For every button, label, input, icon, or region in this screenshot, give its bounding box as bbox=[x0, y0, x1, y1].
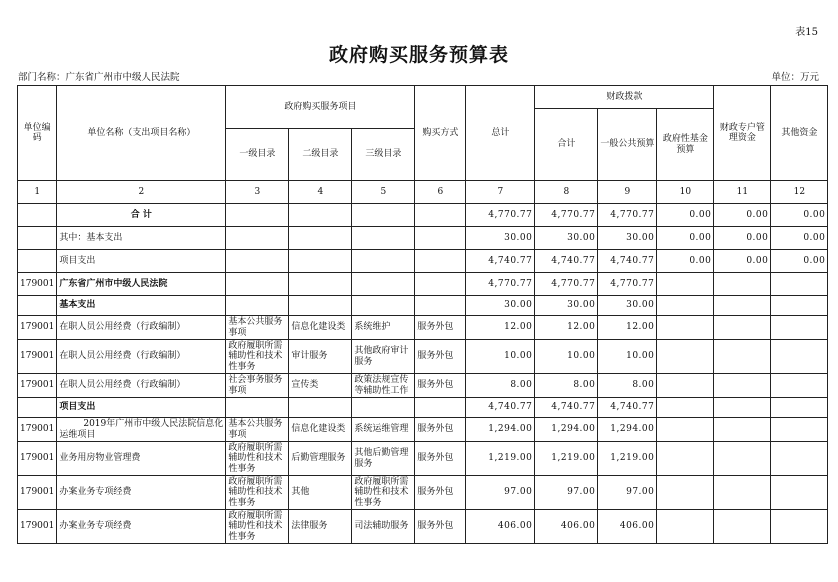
cell-special: 0.00 bbox=[714, 204, 771, 227]
cell-general: 4,740.77 bbox=[598, 250, 657, 273]
cell-general: 8.00 bbox=[598, 374, 657, 398]
row-name: 项目支出 bbox=[57, 398, 226, 418]
row-code: 179001 bbox=[18, 340, 57, 374]
cell-subtotal: 4,740.77 bbox=[535, 398, 598, 418]
row-code: 179001 bbox=[18, 273, 57, 296]
row-name: 基本支出 bbox=[57, 296, 226, 316]
col-general-header: 一般公共预算 bbox=[598, 109, 657, 181]
col-total-header: 总计 bbox=[466, 86, 535, 181]
cell-method: 服务外包 bbox=[415, 374, 466, 398]
col-lvl3-header: 三级目录 bbox=[352, 129, 415, 181]
cell-lvl2: 信息化建设类 bbox=[289, 418, 352, 442]
row-name: 在职人员公用经费（行政编制） bbox=[57, 340, 226, 374]
column-number-row bbox=[18, 181, 828, 204]
page-title: 政府购买服务预算表 bbox=[328, 44, 509, 66]
col-num: 7 bbox=[466, 181, 535, 204]
cell-lvl3: 系统运维管理 bbox=[352, 418, 415, 442]
col-other-header: 其他资金 bbox=[771, 86, 828, 181]
row-code: 179001 bbox=[18, 442, 57, 476]
col-method-header: 购买方式 bbox=[415, 86, 466, 181]
row-name: 在职人员公用经费（行政编制） bbox=[57, 316, 226, 340]
cell-general: 10.00 bbox=[598, 340, 657, 374]
budget-table bbox=[17, 85, 828, 544]
cell-total: 1,219.00 bbox=[466, 442, 535, 476]
table-row bbox=[18, 340, 828, 374]
cell-general: 4,770.77 bbox=[598, 204, 657, 227]
cell-subtotal: 4,770.77 bbox=[535, 204, 598, 227]
table-row bbox=[18, 227, 828, 250]
table-row bbox=[18, 398, 828, 418]
cell-subtotal: 4,740.77 bbox=[535, 250, 598, 273]
cell-general: 1,219.00 bbox=[598, 442, 657, 476]
cell-lvl1: 政府履职所需辅助性和技术性事务 bbox=[226, 340, 289, 374]
cell-subtotal: 10.00 bbox=[535, 340, 598, 374]
cell-lvl2: 后勤管理服务 bbox=[289, 442, 352, 476]
cell-total: 10.00 bbox=[466, 340, 535, 374]
cell-subtotal: 97.00 bbox=[535, 476, 598, 510]
cell-general: 4,740.77 bbox=[598, 398, 657, 418]
col-num: 6 bbox=[415, 181, 466, 204]
cell-total: 1,294.00 bbox=[466, 418, 535, 442]
cell-method: 服务外包 bbox=[415, 340, 466, 374]
cell-method: 服务外包 bbox=[415, 476, 466, 510]
col-lvl2-header: 二级目录 bbox=[289, 129, 352, 181]
unit-label: 单位：万元 bbox=[771, 72, 819, 83]
cell-lvl3: 其他政府审计服务 bbox=[352, 340, 415, 374]
cell-other: 0.00 bbox=[771, 204, 828, 227]
col-num: 3 bbox=[226, 181, 289, 204]
cell-special: 0.00 bbox=[714, 250, 771, 273]
table-row bbox=[18, 316, 828, 340]
cell-fund: 0.00 bbox=[657, 250, 714, 273]
cell-total: 406.00 bbox=[466, 510, 535, 544]
cell-lvl2: 其他 bbox=[289, 476, 352, 510]
cell-lvl1: 政府履职所需辅助性和技术性事务 bbox=[226, 442, 289, 476]
cell-method: 服务外包 bbox=[415, 418, 466, 442]
table-row bbox=[18, 250, 828, 273]
table-row bbox=[18, 273, 828, 296]
cell-subtotal: 12.00 bbox=[535, 316, 598, 340]
cell-lvl2: 信息化建设类 bbox=[289, 316, 352, 340]
col-num: 9 bbox=[598, 181, 657, 204]
row-code: 179001 bbox=[18, 374, 57, 398]
row-code: 179001 bbox=[18, 418, 57, 442]
table-row bbox=[18, 418, 828, 442]
col-num: 1 bbox=[18, 181, 57, 204]
row-name: 办案业务专项经费 bbox=[57, 510, 226, 544]
cell-lvl2: 法律服务 bbox=[289, 510, 352, 544]
cell-subtotal: 30.00 bbox=[535, 227, 598, 250]
cell-lvl1: 基本公共服务事项 bbox=[226, 316, 289, 340]
cell-lvl2: 审计服务 bbox=[289, 340, 352, 374]
cell-fund: 0.00 bbox=[657, 227, 714, 250]
cell-method: 服务外包 bbox=[415, 510, 466, 544]
row-name: 办案业务专项经费 bbox=[57, 476, 226, 510]
cell-general: 12.00 bbox=[598, 316, 657, 340]
cell-lvl1: 政府履职所需辅助性和技术性事务 bbox=[226, 476, 289, 510]
table-row bbox=[18, 374, 828, 398]
row-name: 合 计 bbox=[57, 204, 226, 227]
col-special-header: 财政专户管理资金 bbox=[714, 86, 771, 181]
cell-lvl1: 社会事务服务事项 bbox=[226, 374, 289, 398]
row-name: 业务用房物业管理费 bbox=[57, 442, 226, 476]
cell-total: 97.00 bbox=[466, 476, 535, 510]
cell-lvl3: 政策法规宣传等辅助性工作 bbox=[352, 374, 415, 398]
cell-lvl3: 政府履职所需辅助性和技术性事务 bbox=[352, 476, 415, 510]
col-num: 4 bbox=[289, 181, 352, 204]
cell-subtotal: 406.00 bbox=[535, 510, 598, 544]
table-row bbox=[18, 296, 828, 316]
cell-total: 30.00 bbox=[466, 227, 535, 250]
row-name: 广东省广州市中级人民法院 bbox=[57, 273, 226, 296]
cell-other: 0.00 bbox=[771, 250, 828, 273]
row-name: 项目支出 bbox=[57, 250, 226, 273]
col-num: 8 bbox=[535, 181, 598, 204]
col-lvl1-header: 一级目录 bbox=[226, 129, 289, 181]
row-code: 179001 bbox=[18, 510, 57, 544]
cell-lvl3: 其他后勤管理服务 bbox=[352, 442, 415, 476]
cell-total: 30.00 bbox=[466, 296, 535, 316]
col-name-header: 单位名称（支出项目名称） bbox=[57, 86, 226, 181]
cell-total: 12.00 bbox=[466, 316, 535, 340]
row-name: 2019年广州市中级人民法院信息化运维项目 bbox=[57, 418, 226, 442]
table-row bbox=[18, 476, 828, 510]
cell-general: 1,294.00 bbox=[598, 418, 657, 442]
cell-total: 8.00 bbox=[466, 374, 535, 398]
col-num: 11 bbox=[714, 181, 771, 204]
cell-special: 0.00 bbox=[714, 227, 771, 250]
col-num: 10 bbox=[657, 181, 714, 204]
cell-general: 30.00 bbox=[598, 296, 657, 316]
cell-lvl1: 基本公共服务事项 bbox=[226, 418, 289, 442]
cell-subtotal: 8.00 bbox=[535, 374, 598, 398]
cell-total: 4,740.77 bbox=[466, 250, 535, 273]
cell-subtotal: 1,294.00 bbox=[535, 418, 598, 442]
col-code-header: 单位编码 bbox=[18, 86, 57, 181]
cell-total: 4,740.77 bbox=[466, 398, 535, 418]
department-label: 部门名称：广东省广州市中级人民法院 bbox=[18, 72, 180, 83]
table-row bbox=[18, 510, 828, 544]
row-name: 其中：基本支出 bbox=[57, 227, 226, 250]
col-subtotal-header: 合计 bbox=[535, 109, 598, 181]
cell-fund: 0.00 bbox=[657, 204, 714, 227]
col-fiscal-group-header: 财政拨款 bbox=[535, 86, 714, 109]
col-num: 12 bbox=[771, 181, 828, 204]
cell-general: 406.00 bbox=[598, 510, 657, 544]
cell-method: 服务外包 bbox=[415, 316, 466, 340]
cell-lvl2: 宣传类 bbox=[289, 374, 352, 398]
cell-lvl3: 系统维护 bbox=[352, 316, 415, 340]
cell-lvl1: 政府履职所需辅助性和技术性事务 bbox=[226, 510, 289, 544]
cell-lvl3: 司法辅助服务 bbox=[352, 510, 415, 544]
table-number: 表15 bbox=[795, 27, 818, 38]
col-num: 5 bbox=[352, 181, 415, 204]
cell-subtotal: 4,770.77 bbox=[535, 273, 598, 296]
row-name: 在职人员公用经费（行政编制） bbox=[57, 374, 226, 398]
cell-general: 4,770.77 bbox=[598, 273, 657, 296]
cell-total: 4,770.77 bbox=[466, 204, 535, 227]
table-row bbox=[18, 442, 828, 476]
table-row bbox=[18, 204, 828, 227]
row-code: 179001 bbox=[18, 316, 57, 340]
row-code: 179001 bbox=[18, 476, 57, 510]
cell-method: 服务外包 bbox=[415, 442, 466, 476]
col-num: 2 bbox=[57, 181, 226, 204]
cell-other: 0.00 bbox=[771, 227, 828, 250]
cell-general: 97.00 bbox=[598, 476, 657, 510]
cell-subtotal: 1,219.00 bbox=[535, 442, 598, 476]
cell-subtotal: 30.00 bbox=[535, 296, 598, 316]
cell-general: 30.00 bbox=[598, 227, 657, 250]
cell-total: 4,770.77 bbox=[466, 273, 535, 296]
col-service-group-header: 政府购买服务项目 bbox=[226, 86, 415, 129]
col-fund-header: 政府性基金预算 bbox=[657, 109, 714, 181]
